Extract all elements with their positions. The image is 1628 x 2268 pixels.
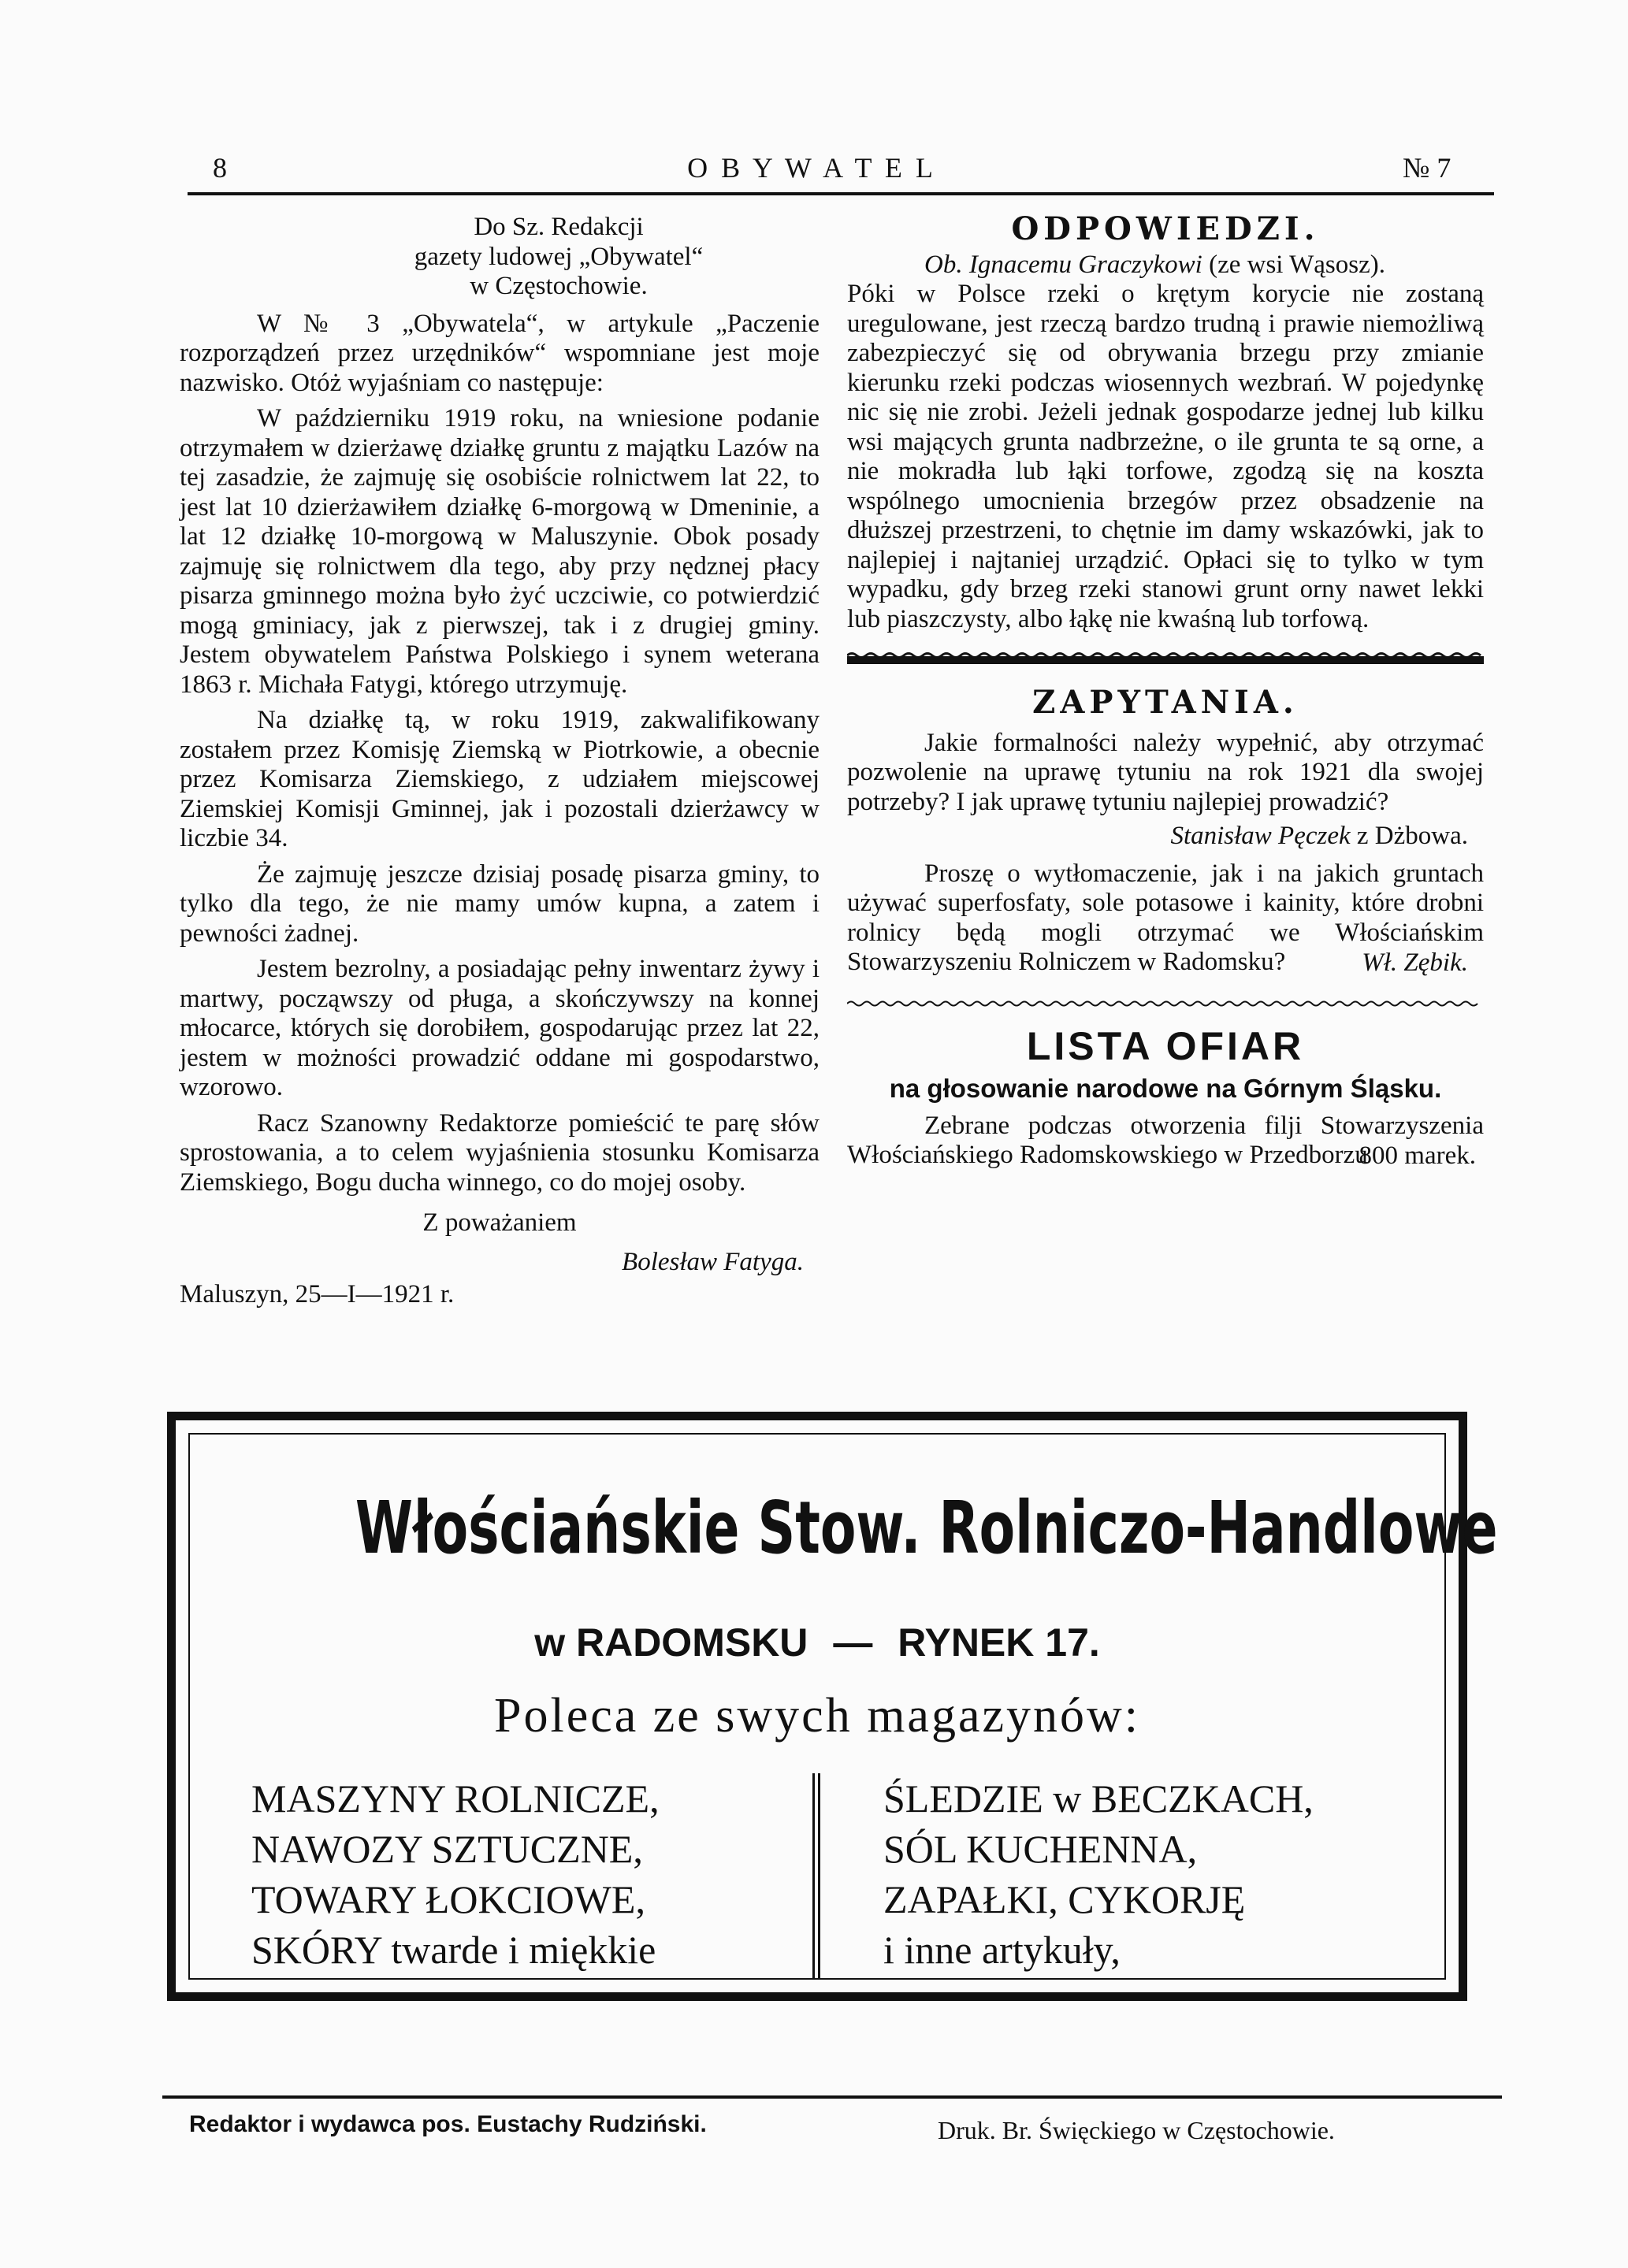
letter-paragraph: W październiku 1919 roku, na wniesione podanie otrzymałem w dzierżawę działkę gruntu z majątku Lazów na tej zasadzie, że zajmuję się osobiście rolnictwem lat 22, to jest lat 10 dzierżawiłem działkę 6-morgową w Dmeninie, a lat 12 działkę 10-morgową w Maluszynie. Obok posady zajmuję się rolnictwem dla tego, aby przy nędznej płacy pisarza gminnego można było żyć uczciwie, co potwierdzić mogą gminiacy, jak z pierwszej, tak i z drugiej gminy. Jestem obywatelem Państwa Polskiego i synem weterana 1863 r. Michała Fatygi, którego utrzymuję. xyxy=(180,404,820,699)
advert-item: MASZYNY ROLNICZE, xyxy=(251,1776,660,1821)
question-author: Wł. Zębik. xyxy=(1362,948,1468,977)
letter-salutation xyxy=(298,213,820,302)
advert-item: ŚLEDZIE w BECZKACH, xyxy=(883,1776,1314,1821)
salutation-line: w Częstochowie. xyxy=(470,272,648,300)
advert-right-list xyxy=(883,1773,1435,1975)
answers-addressee-suffix: (ze wsi Wąsosz). xyxy=(1209,250,1385,279)
donations-heading: LISTA OFIAR xyxy=(1026,1024,1305,1068)
letter-paragraph: Że zajmuję jeszcze dzisiaj posadę pisarza gminy, to tylko dla tego, że nie mamy umów kupna, a zatem i pewności żadnej. xyxy=(180,859,820,948)
advert-tagline: Poleca ze swych magazynów: xyxy=(493,1689,1140,1743)
salutation-line: gazety ludowej „Obywatel“ xyxy=(414,242,704,271)
advert-item: SÓL KUCHENNA, xyxy=(883,1827,1198,1871)
answers-heading: ODPOWIEDZI. xyxy=(1011,210,1320,247)
answers-addressee: Ob. Ignacemu Graczykowi xyxy=(924,250,1202,279)
advert-title: Włościańskie Stow. Rolniczo-Handlowe xyxy=(355,1486,1498,1570)
letter-signature: Bolesław Fatyga. xyxy=(622,1247,804,1276)
letter-closing: Z poważaniem xyxy=(422,1208,577,1237)
letter-place-date: Maluszyn, 25—I—1921 r. xyxy=(180,1280,455,1308)
donations-subheading: na głosowanie narodowe na Górnym Śląsku. xyxy=(889,1074,1442,1103)
header-rule xyxy=(188,192,1494,195)
advert-column-divider xyxy=(812,1773,820,1980)
letter-paragraph: Jestem bezrolny, a posiadając pełny inwentarz żywy i martwy, począwszy od pługa, a skończywszy na konnej młocarce, których się dorobiłem, gospodarując przez lat 22, jestem w możności prowadzić oddane mi gospodarstwo, wzorowo. xyxy=(180,955,820,1101)
decorative-divider-thin xyxy=(847,998,1484,1009)
question-text: Jakie formalności należy wypełnić, aby otrzymać pozwolenie na uprawę tytuniu na rok 1921 dla swojej potrzeby? I jak uprawę tytuniu najlepiej prowadzić? xyxy=(847,728,1484,816)
letter-paragraph: Na działkę tą, w roku 1919, zakwalifikowany zostałem przez Komisję Ziemską w Piotrkowie, a obecnie przez Komisarza Ziemskiego, z udziałem miejscowej Ziemskiej Komisji Gminnej, jak i pozostali dzierżawcy w liczbie 34. xyxy=(180,706,820,852)
donations-amount: 800 marek. xyxy=(1359,1141,1476,1170)
footer-rule xyxy=(162,2095,1502,2099)
issue-number: № 7 xyxy=(1403,152,1451,184)
question-place: z Dżbowa. xyxy=(1356,822,1468,850)
footer-printer: Druk. Br. Święckiego w Częstochowie. xyxy=(938,2116,1335,2144)
letter-paragraph: W № 3 „Obywatela“, w artykule „Paczenie rozporządzeń przez urzędników“ wspomniane jest moje nazwisko. Otóż wyjaśniam co następuje: xyxy=(180,309,820,397)
advertisement-box xyxy=(167,1412,1498,2001)
question-text: Proszę o wytłomaczenie, jak i na jakich gruntach używać superfosfaty, sole potasowe i kainity, które drobni rolnicy będą mogli otrzymać we Włościańskim Stowarzyszeniu Rolniczem w Radomsku? xyxy=(847,859,1484,976)
advert-item: ZAPAŁKI, CYKORJĘ xyxy=(883,1877,1246,1921)
advert-street: RYNEK 17. xyxy=(898,1620,1100,1665)
advert-left-list xyxy=(251,1773,771,1975)
letter-paragraph: Racz Szanowny Redaktorze pomieścić te parę słów sprostowania, a to celem wyjaśnienia stosunku Komisarza Ziemskiego, Bogu ducha winnego, co do mojej osoby. xyxy=(180,1108,820,1197)
advert-item: i inne artykuły, xyxy=(883,1928,1121,1972)
footer-editor: Redaktor i wydawca pos. Eustachy Rudziński. xyxy=(189,2111,707,2137)
question-signature xyxy=(847,822,1484,852)
decorative-divider-wavy xyxy=(847,651,1484,669)
salutation-line: Do Sz. Redakcji xyxy=(474,213,644,241)
advert-item: SKÓRY twarde i miękkie xyxy=(251,1928,656,1972)
question-author: Stanisław Pęczek xyxy=(1170,822,1351,850)
questions-heading: ZAPYTANIA. xyxy=(1032,684,1299,721)
advert-dash: — xyxy=(833,1620,873,1665)
advert-item: TOWARY ŁOKCIOWE, xyxy=(251,1877,645,1921)
page-number: 8 xyxy=(213,152,227,184)
donations-text: Zebrane podczas otworzenia filji Stowarzyszenia Włościańskiego Radomskowskiego w Przedborzu xyxy=(847,1111,1484,1169)
advert-town: w RADOMSKU xyxy=(534,1620,808,1665)
advert-address xyxy=(176,1619,1459,1666)
newspaper-title: O B Y W A T E L xyxy=(687,152,936,184)
answers-addressee-line xyxy=(847,251,1484,280)
letter-column xyxy=(180,213,820,1310)
advert-item: NAWOZY SZTUCZNE, xyxy=(251,1827,643,1871)
right-column xyxy=(847,210,1484,1171)
answers-text: Póki w Polsce rzeki o krętym korycie nie zostaną uregulowane, jest rzeczą bardzo trudną i prawie niemożliwą zabezpieczyć się od obrywania brzegu przy zmianie kierunku rzeki podczas wiosennych wezbrań. W pojedynkę nic się nie zrobi. Jeżeli jednak gospodarze jednej lub kilku wsi mających grunta nadbrzeżne, o ile grunta te są orne, a nie mokradła lub łąki torfowe, zgodzą się na koszta wspólnego umocnienia brzegów przez obsadzenie na dłuższej przestrzeni, to chętnie im damy wskazówki, jak to najlepiej i najtaniej urządzić. Opłaci się to tylko w tym wypadku, gdy brzeg rzeki stanowi grunt orny nawet lekki lub piaszczysty, albo łąkę nie kwaśną lub torfową. xyxy=(847,280,1484,633)
